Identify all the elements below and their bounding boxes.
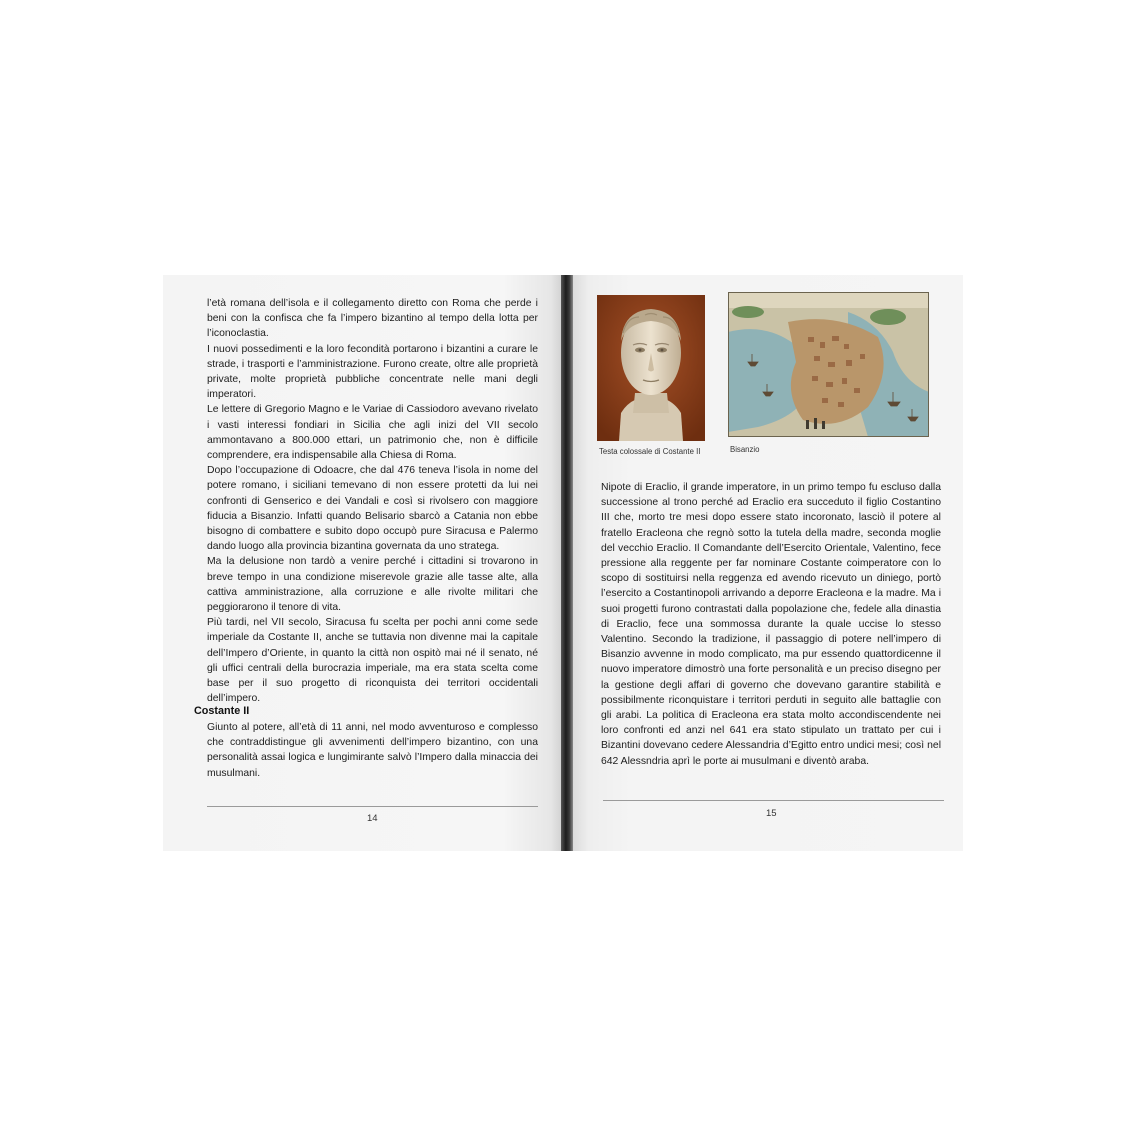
city-map-image bbox=[728, 292, 929, 437]
left-paragraph: Ma la delusione non tardò a venire perché i cittadini si trovarono in breve tempo in una condizione miserevole grazie alle tasse alte, alla cattiva amministrazione, alla corruzione e alle rivolte militari che peggiorarono il tenore di vita. bbox=[207, 556, 538, 614]
section-paragraph bbox=[207, 720, 538, 781]
left-paragraph: l’età romana dell’isola e il collegamento diretto con Roma che perde i beni con la confisca che fa l’impero bizantino al tempo della lotta per l’iconoclastia. bbox=[207, 298, 538, 340]
right-paragraph: Nipote di Eraclio, il grande imperatore, in un primo tempo fu escluso dalla successione al trono perché ad Eraclio era succeduto il figlio Costantino III che, morto tre mesi dopo essere stato incoronato, lasciò il potere al fratello Eracleona che regnò sotto la tutela della madre, seconda moglie del vecchio Eraclio. Il Comandante dell’Esercito Orientale, Valentino, fece pressione alla reggente per far nominare Costante coimperatore con lo scopo di sostituirsi nella reggenza ed avendo ricevuto un diniego, portò l’esercito a Costantinopoli arrivando a deporre Eracleona e la madre. Ma i suoi progetti furono contrastati dalla popolazione che, fedele alla dinastia di Eraclio, fece una sommossa durante la quale uccise lo stesso Valentino. Secondo la tradizione, il passaggio di potere nell’impero di Bisanzio avvenne in modo complicato, ma pur essendo quattordicenne il nuovo imperatore dimostrò una forte personalità e un preciso disegno per la gestione degli affari di governo che dovevano garantire stabilità e possibilmente riconquistare i territori perduti in seguito alle battaglie con gli arabi. La politica di Eracleona era stata molto accondiscendente nei loro confronti ed anzi nel 641 era stato stipulato un trattato per cui i Bizantini dovevano cedere Alessandria d’Egitto entro undici mesi; così nel 642 Alessndria aprì le porte ai musulmani e diventò araba. bbox=[601, 482, 941, 767]
footer-rule bbox=[207, 806, 538, 807]
marble-head-image bbox=[597, 295, 705, 441]
footer-rule bbox=[603, 800, 944, 801]
right-page-body bbox=[601, 480, 941, 769]
left-page-body bbox=[207, 296, 538, 706]
page-number: 14 bbox=[367, 813, 378, 824]
left-paragraph: Le lettere di Gregorio Magno e le Variae di Cassiodoro avevano rivelato i vasti interessi fondiari in Sicilia che agli inizi del VII secolo ammontavano a 800.000 ettari, un patrimonio che, non è difficile comprendere, era indispensabile alla Chiesa di Roma. bbox=[207, 404, 538, 462]
marble-head-illustration bbox=[597, 295, 705, 441]
heading-paragraph: Giunto al potere, all’età di 11 anni, nel modo avventuroso e complesso che contraddistingue gli avvenimenti dell’impero bizantino, con una personalità assai logica e lungimirante salvò l’Impero dalla minaccia dei musulmani. bbox=[207, 722, 538, 779]
book-spread bbox=[163, 275, 963, 851]
left-paragraph: Dopo l’occupazione di Odoacre, che dal 476 teneva l’isola in nome del potere romano, i siciliani temevano di non essere protetti da lui nei confronti di Genserico e dei Vandali e così si rivolsero con maggiore fiducia a Bisanzio. Infatti quando Belisario sbarcò a Catania non ebbe bisogno di combattere e subito dopo occupò pure Siracusa e Palermo dando luogo alla provincia bizantina governata da uno stratega. bbox=[207, 465, 538, 553]
historic-map-illustration bbox=[728, 292, 929, 437]
figure-caption-map: Bisanzio bbox=[730, 445, 760, 454]
section-heading: Costante II bbox=[194, 705, 250, 717]
page-number: 15 bbox=[766, 808, 777, 819]
figure-caption-head: Testa colossale di Costante II bbox=[599, 447, 701, 456]
book-gutter bbox=[561, 275, 573, 851]
left-page bbox=[163, 275, 563, 851]
left-paragraph: I nuovi possedimenti e la loro fecondità portarono i bizantini a curare le strade, i trasporti e l’amministrazione. Furono create, oltre alle proprietà private, molte proprietà pubbliche concentrate nelle mani degli imperatori. bbox=[207, 343, 538, 401]
left-paragraph: Più tardi, nel VII secolo, Siracusa fu scelta per pochi anni come sede imperiale da Costante II, anche se tuttavia non divenne mai la capitale dell’Impero d’Oriente, in quanto la città non ospitò mai né il senato, né gli uffici centrali della burocrazia imperiale, ma era stata scelta come base per il suo progetto di riconquista dei territori occidentali dell’impero. bbox=[207, 617, 538, 705]
